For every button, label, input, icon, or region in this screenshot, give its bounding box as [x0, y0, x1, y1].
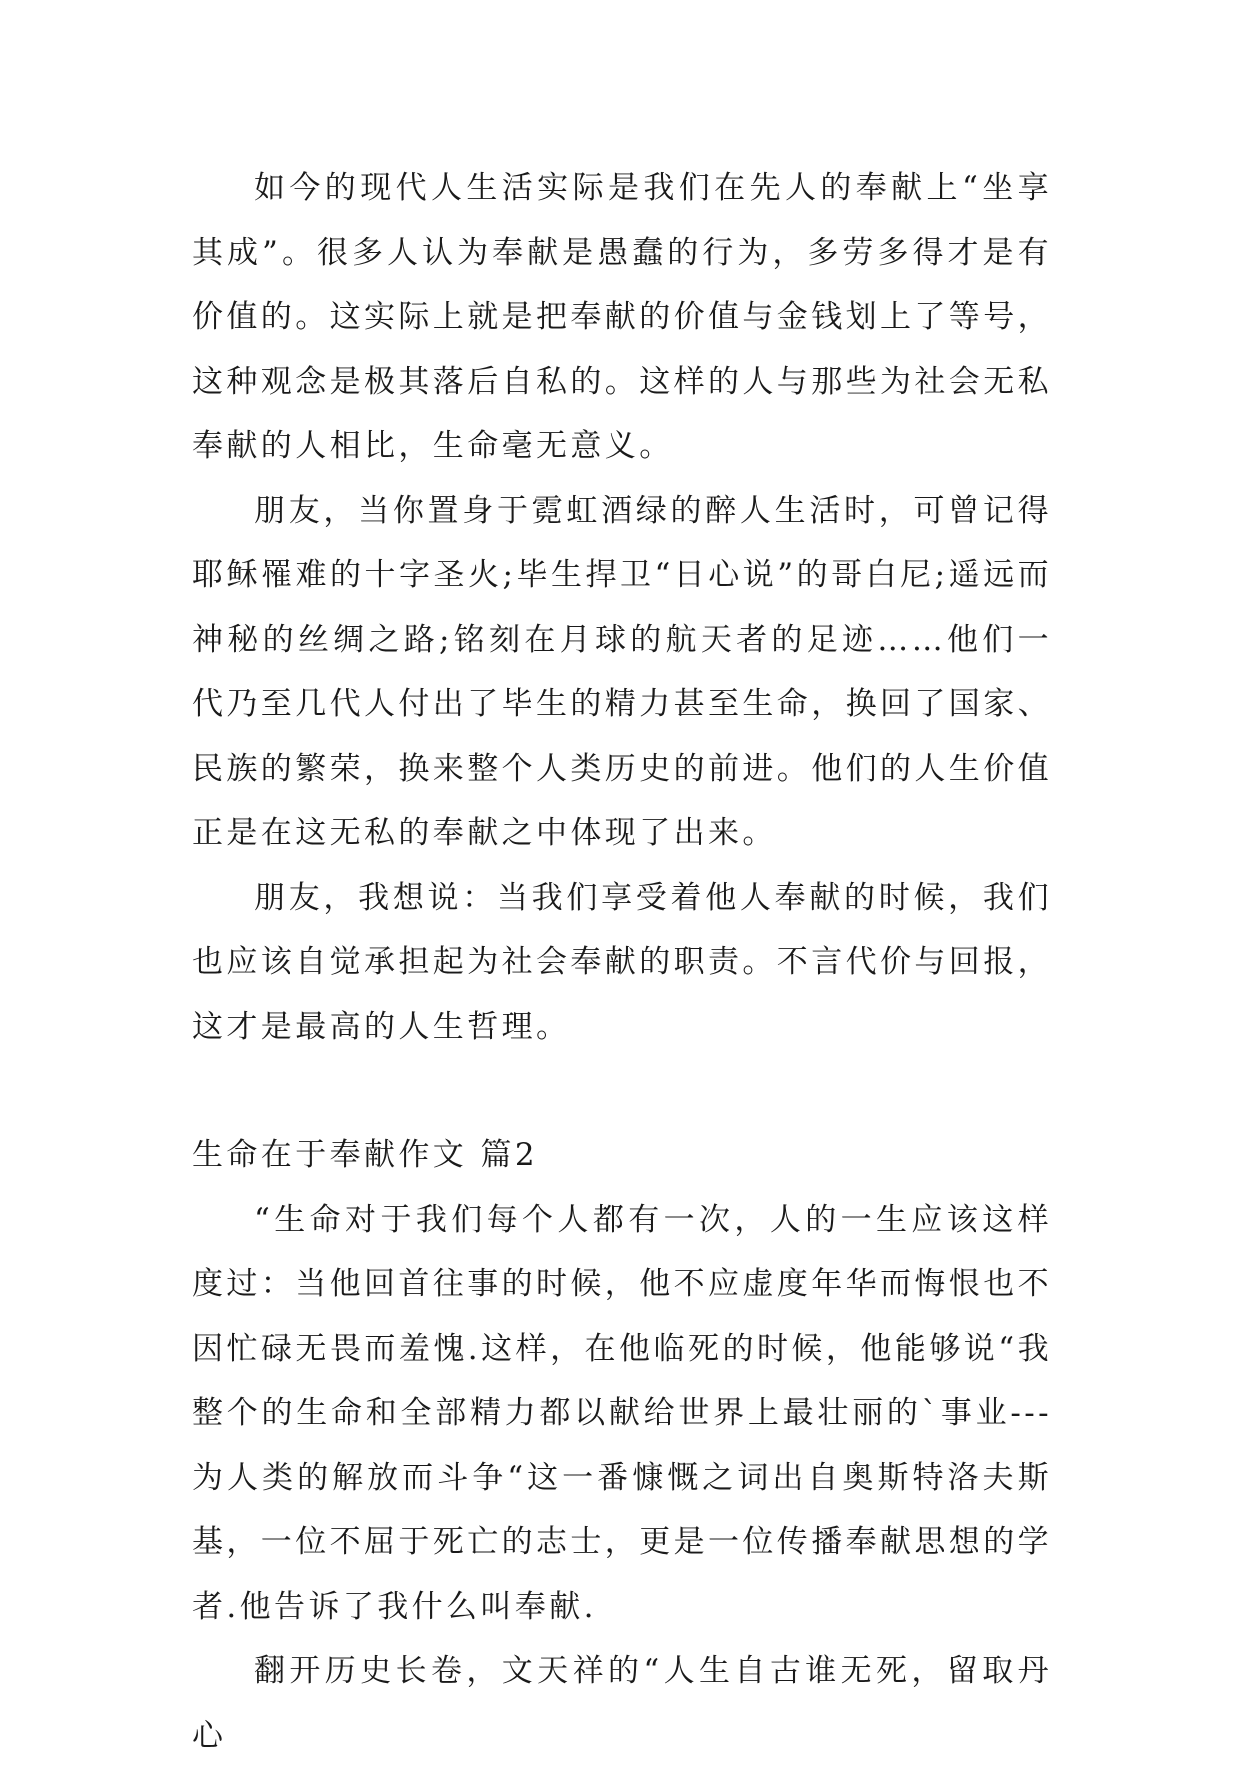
- paragraph: 如今的现代人生活实际是我们在先人的奉献上“坐享其成”。很多人认为奉献是愚蠢的行为，多劳多得才是有价值的。这实际上就是把奉献的价值与金钱划上了等号，这种观念是极其落后自私的。这样的人与那些为社会无私奉献的人相比，生命毫无意义。: [192, 170, 1052, 464]
- paragraph: 朋友，我想说：当我们享受着他人奉献的时候，我们也应该自觉承担起为社会奉献的职责。不言代价与回报，这才是最高的人生哲理。: [192, 879, 1052, 1045]
- document-body: [192, 156, 1052, 1768]
- section-heading: 生命在于奉献作文 篇2: [192, 1137, 538, 1173]
- paragraph: 朋友，当你置身于霓虹酒绿的醉人生活时，可曾记得耶稣罹难的十字圣火;毕生捍卫“日心说”的哥白尼;遥远而神秘的丝绸之路;铭刻在月球的航天者的足迹……他们一代乃至几代人付出了毕生的精力甚至生命，换回了国家、民族的繁荣，换来整个人类历史的前进。他们的人生价值正是在这无私的奉献之中体现了出来。: [192, 492, 1052, 851]
- paragraph: 翻开历史长卷，文天祥的“人生自古谁无死，留取丹心: [192, 1653, 1052, 1754]
- paragraph: “生命对于我们每个人都有一次，人的一生应该这样度过：当他回首往事的时候，他不应虚度年华而悔恨也不因忙碌无畏而羞愧.这样，在他临死的时候，他能够说“我整个的生命和全部精力都以献给世界上最壮丽的`事业---为人类的解放而斗争“这一番慷慨之词出自奥斯特洛夫斯基，一位不屈于死亡的志士，更是一位传播奉献思想的学者.他告诉了我什么叫奉献.: [192, 1201, 1052, 1625]
